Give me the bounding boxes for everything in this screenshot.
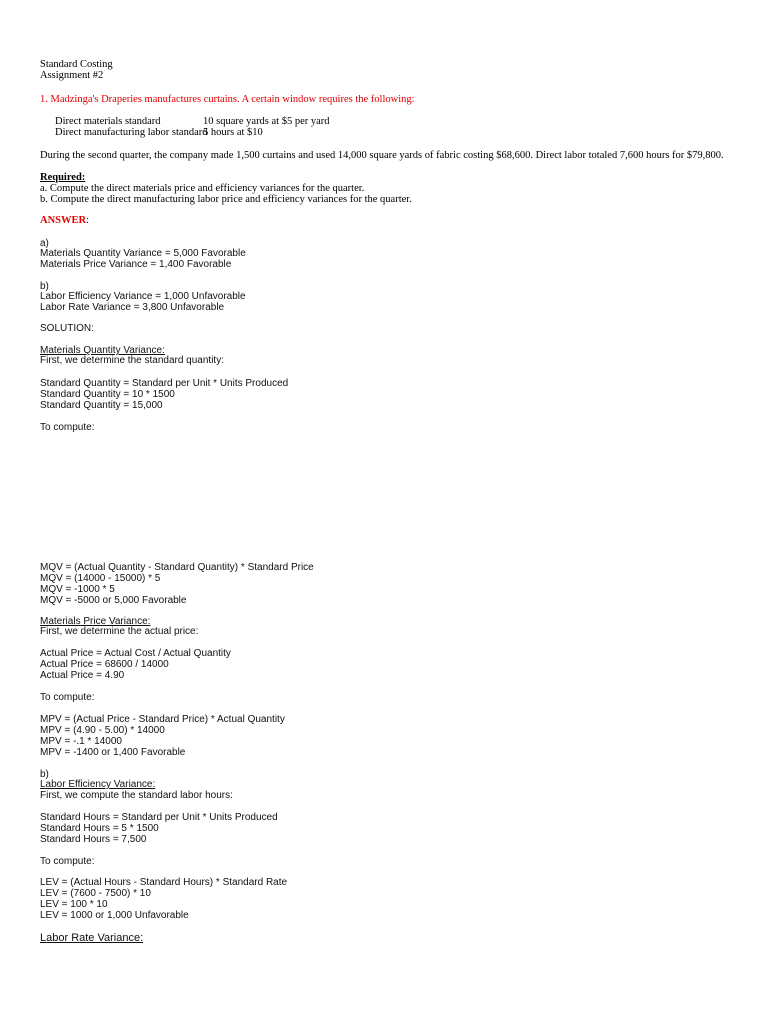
standard-materials-label: Direct materials standard: [55, 116, 161, 127]
required-item-b: b. Compute the direct manufacturing labor price and efficiency variances for the quarter.: [40, 194, 412, 205]
mpv-to-compute: To compute:: [40, 692, 95, 703]
lev-calc-3: Standard Hours = 7,500: [40, 834, 147, 845]
mqv-formula-4: MQV = -5000 or 5,000 Favorable: [40, 595, 187, 606]
mqv-formula-3: MQV = -1000 * 5: [40, 584, 115, 595]
document-subtitle: Assignment #2: [40, 70, 104, 81]
mqv-calc-3: Standard Quantity = 15,000: [40, 400, 163, 411]
required-label: Required:: [40, 172, 86, 183]
standard-materials-value: 10 square yards at $5 per yard: [203, 116, 330, 127]
mpv-formula-2: MPV = (4.90 - 5.00) * 14000: [40, 725, 165, 736]
lev-to-compute: To compute:: [40, 856, 95, 867]
lrv-heading: Labor Rate Variance:: [40, 932, 144, 944]
lev-heading: Labor Efficiency Variance:: [40, 779, 156, 790]
standard-labor-value: 5 hours at $10: [203, 127, 263, 138]
mpv-formula-3: MPV = -.1 * 14000: [40, 736, 122, 747]
answer-heading: [40, 215, 89, 226]
answer-label: ANSWER: [40, 215, 87, 226]
answer-b-label: b): [40, 281, 49, 292]
lev-formula-4: LEV = 1000 or 1,000 Unfavorable: [40, 910, 189, 921]
solution-b-label: b): [40, 769, 49, 780]
lev-formula-1: LEV = (Actual Hours - Standard Hours) * Standard Rate: [40, 877, 288, 888]
mqv-calc-1: Standard Quantity = Standard per Unit * Units Produced: [40, 378, 289, 389]
mpv-intro: First, we determine the actual price:: [40, 626, 199, 637]
mqv-to-compute: To compute:: [40, 422, 95, 433]
mpv-calc-2: Actual Price = 68600 / 14000: [40, 659, 169, 670]
mqv-formula-2: MQV = (14000 - 15000) * 5: [40, 573, 161, 584]
problem-statement: 1. Madzinga's Draperies manufactures curtains. A certain window requires the following:: [40, 94, 415, 105]
lev-formula-2: LEV = (7600 - 7500) * 10: [40, 888, 151, 899]
mpv-calc-1: Actual Price = Actual Cost / Actual Quantity: [40, 648, 231, 659]
answer-b-line-1: Labor Efficiency Variance = 1,000 Unfavorable: [40, 291, 246, 302]
document-title: Standard Costing: [40, 59, 113, 70]
lev-calc-1: Standard Hours = Standard per Unit * Units Produced: [40, 812, 278, 823]
mpv-calc-3: Actual Price = 4.90: [40, 670, 125, 681]
lev-formula-3: LEV = 100 * 10: [40, 899, 108, 910]
answer-a-label: a): [40, 238, 49, 249]
answer-b-line-2: Labor Rate Variance = 3,800 Unfavorable: [40, 302, 225, 313]
answer-a-line-2: Materials Price Variance = 1,400 Favorable: [40, 259, 232, 270]
answer-a-line-1: Materials Quantity Variance = 5,000 Favorable: [40, 248, 246, 259]
answer-colon: :: [86, 215, 90, 226]
solution-label: SOLUTION:: [40, 323, 94, 334]
mqv-calc-2: Standard Quantity = 10 * 1500: [40, 389, 175, 400]
lev-calc-2: Standard Hours = 5 * 1500: [40, 823, 159, 834]
mqv-intro: First, we determine the standard quantity:: [40, 355, 224, 366]
mpv-heading: Materials Price Variance:: [40, 616, 151, 627]
problem-details: During the second quarter, the company made 1,500 curtains and used 14,000 square yards of fabric costing $68,600. Direct labor totaled 7,600 hours for $79,800.: [40, 150, 724, 161]
mqv-heading: Materials Quantity Variance:: [40, 345, 165, 356]
mpv-formula-4: MPV = -1400 or 1,400 Favorable: [40, 747, 186, 758]
lev-intro: First, we compute the standard labor hours:: [40, 790, 233, 801]
required-item-a: a. Compute the direct materials price and efficiency variances for the quarter.: [40, 183, 365, 194]
mpv-formula-1: MPV = (Actual Price - Standard Price) * Actual Quantity: [40, 714, 285, 725]
standard-labor-label: Direct manufacturing labor standard: [55, 127, 208, 138]
mqv-formula-1: MQV = (Actual Quantity - Standard Quantity) * Standard Price: [40, 562, 314, 573]
